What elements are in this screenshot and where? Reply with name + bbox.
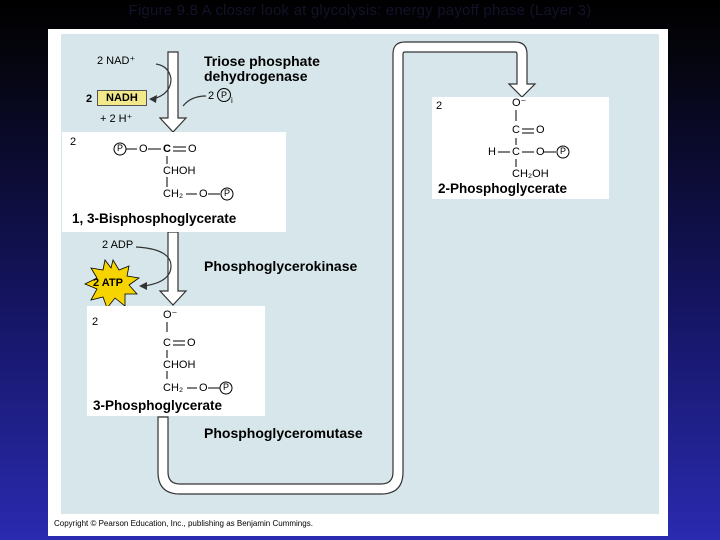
phosphate-coefficient: 2 xyxy=(208,90,215,102)
bpg-choh: CHOH xyxy=(163,165,196,177)
enzyme-phosphoglycerokinase: Phosphoglycerokinase xyxy=(204,258,358,274)
pg2-carbon-1: C xyxy=(512,124,520,136)
pg2-phosphate: P xyxy=(560,146,567,156)
adp-curve-arrow xyxy=(136,247,171,286)
pg3-oxygen-double: O xyxy=(187,337,196,349)
bpg-oxygen-3: O xyxy=(199,188,208,200)
pg3-ch2: CH₂ xyxy=(163,382,184,394)
pg3-oxygen-3: O xyxy=(199,382,208,394)
atp-label: 2 ATP xyxy=(93,277,123,289)
enzyme-triose-line1: Triose phosphate xyxy=(204,53,320,69)
pg3-coefficient: 2 xyxy=(92,316,99,328)
pg2-oxygen-2: O xyxy=(536,146,545,158)
enzyme-phosphoglyceromutase: Phosphoglyceromutase xyxy=(204,425,363,441)
slide-title: Figure 9.8 A closer look at glycolysis: energy payoff phase (Layer 3) xyxy=(128,2,592,19)
atp-arrowhead xyxy=(139,282,147,290)
phosphate-circle: P xyxy=(217,88,231,102)
pg3-name: 3-Phosphoglycerate xyxy=(93,398,223,413)
bpg-phosphate-left: P xyxy=(117,143,124,153)
pg3-carbon-1: C xyxy=(163,337,171,349)
bpg-carbon-1: C xyxy=(163,143,171,155)
figure-panel xyxy=(48,29,668,536)
bpg-box xyxy=(62,132,286,232)
pg2-name: 2-Phosphoglycerate xyxy=(438,181,568,196)
enzyme-triose-line2: dehydrogenase xyxy=(204,68,308,84)
arrow-step1 xyxy=(160,52,186,132)
pg2-oxygen-double: O xyxy=(536,124,545,136)
nad-plus-label: 2 NAD⁺ xyxy=(97,55,136,67)
pg3-choh: CHOH xyxy=(163,359,196,371)
pg2-ch2oh: CH₂OH xyxy=(512,168,549,180)
pg3-phosphate: P xyxy=(223,382,230,392)
pg2-box xyxy=(432,97,609,199)
nadh-label: NADH xyxy=(97,90,147,106)
arrow-step2 xyxy=(160,232,186,305)
phosphate-subscript: i xyxy=(231,96,233,105)
pg2-coefficient: 2 xyxy=(436,100,443,112)
copyright-notice: Copyright © Pearson Education, Inc., publishing as Benjamin Cummings. xyxy=(54,519,313,528)
bpg-ch2: CH₂ xyxy=(163,188,184,200)
nad-arrowhead xyxy=(149,95,157,103)
bpg-name: 1, 3-Bisphosphoglycerate xyxy=(72,211,237,226)
pi-curve-arrow xyxy=(183,96,206,106)
nadh-coefficient: 2 xyxy=(86,93,93,105)
adp-label: 2 ADP xyxy=(102,239,134,251)
pg2-carboxylate-oxygen: O⁻ xyxy=(512,97,527,109)
bpg-oxygen-bridge: O xyxy=(139,143,148,155)
pg3-box xyxy=(87,306,265,416)
bpg-oxygen-double: O xyxy=(188,143,197,155)
pg2-hydrogen: H xyxy=(488,146,496,158)
proton-label: + 2 H⁺ xyxy=(100,113,133,125)
diagram-canvas xyxy=(61,34,659,514)
bpg-coefficient: 2 xyxy=(70,136,77,148)
pg2-carbon-2: C xyxy=(512,146,520,158)
pg3-carboxylate-oxygen: O⁻ xyxy=(163,309,178,321)
bpg-phosphate-right: P xyxy=(224,188,231,198)
